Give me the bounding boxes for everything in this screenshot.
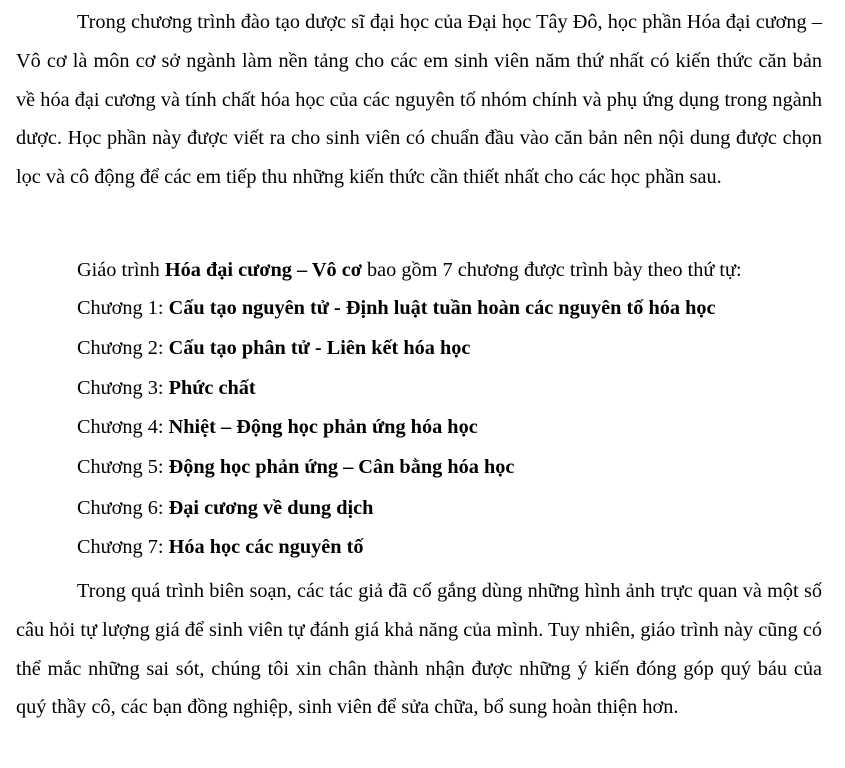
summary-suffix: bao gồm 7 chương được trình bày theo thứ tự: [361, 259, 742, 281]
chapter-2-line [77, 328, 470, 368]
chapter-3-line [77, 368, 256, 408]
chapter-7-line [77, 527, 364, 567]
chapter-3-title: Phức chất [168, 377, 256, 399]
book-title: Hóa đại cương – Vô cơ [164, 259, 362, 281]
chapter-2-label: Chương 2: [77, 337, 169, 359]
chapter-6-line [77, 488, 373, 528]
chapter-6-title: Đại cương về dung dịch [168, 497, 374, 519]
chapter-7-label: Chương 7: [77, 536, 169, 558]
chapter-1-title: Cấu tạo nguyên tử - Định luật tuần hoàn các nguyên tố hóa học [168, 297, 716, 319]
chapter-1-label: Chương 1: [77, 297, 169, 319]
closing-paragraph: Trong quá trình biên soạn, các tác giả đã cố gắng dùng những hình ảnh trực quan và một số câu hỏi tự lượng giá để sinh viên tự đánh giá khả năng của mình. Tuy nhiên, giáo trình này cũng có thể mắc những sai sót, chúng tôi xin chân thành nhận được những ý kiến đóng góp quý báu của quý thầy cô, các bạn đồng nghiệp, sinh viên để sửa chữa, bổ sung hoàn thiện hơn. [16, 580, 822, 719]
chapter-6-label: Chương 6: [77, 497, 169, 519]
chapter-5-label: Chương 5: [77, 456, 169, 478]
chapter-3-label: Chương 3: [77, 377, 169, 399]
book-summary-line [77, 250, 742, 290]
chapter-1-line [77, 288, 716, 328]
chapter-2-title: Cấu tạo phân tử - Liên kết hóa học [168, 337, 471, 359]
summary-prefix: Giáo trình [77, 259, 165, 281]
chapter-4-label: Chương 4: [77, 416, 169, 438]
chapter-4-title: Nhiệt – Động học phản ứng hóa học [168, 416, 478, 438]
intro-paragraph: Trong chương trình đào tạo dược sĩ đại học của Đại học Tây Đô, học phần Hóa đại cương – Vô cơ là môn cơ sở ngành làm nền tảng cho các em sinh viên năm thứ nhất có kiến thức căn bản về hóa đại cương và tính chất hóa học của các nguyên tố nhóm chính và phụ ứng dụng trong ngành dược. Học phần này được viết ra cho sinh viên có chuẩn đầu vào căn bản nên nội dung được chọn lọc và cô động để các em tiếp thu những kiến thức cần thiết nhất cho các học phần sau. [16, 11, 822, 189]
chapter-7-title: Hóa học các nguyên tố [168, 536, 364, 558]
chapter-4-line [77, 407, 478, 447]
chapter-5-title: Động học phản ứng – Cân bằng hóa học [168, 456, 515, 478]
chapter-5-line [77, 447, 514, 487]
